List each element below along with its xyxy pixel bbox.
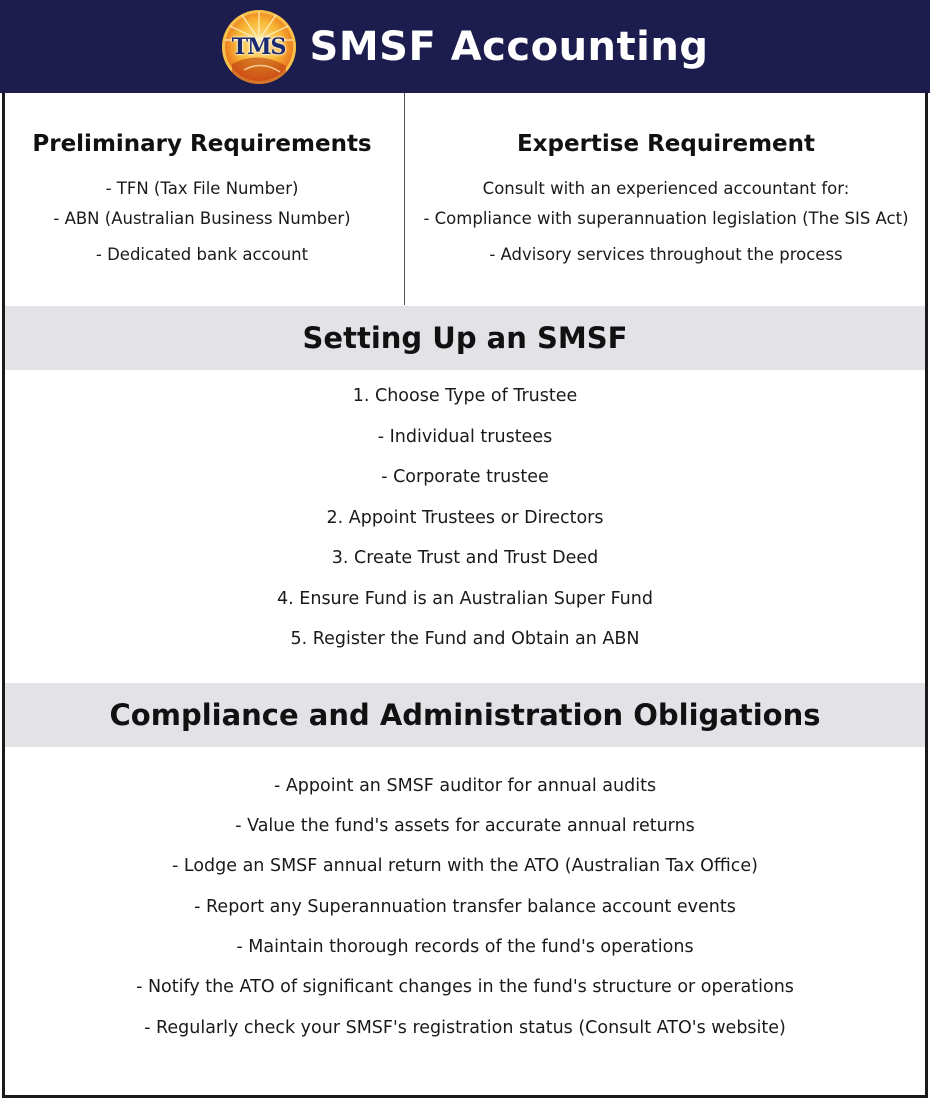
header-bar: [0, 0, 930, 93]
setup-step: 1. Choose Type of Trustee: [352, 386, 578, 406]
setup-substep: - Corporate trustee: [381, 467, 549, 487]
preliminary-item: - TFN (Tax File Number): [105, 179, 299, 198]
preliminary-item: - ABN (Australian Business Number): [53, 209, 351, 228]
compliance-item: - Notify the ATO of significant changes in the fund's structure or operations: [136, 977, 794, 997]
compliance-item: - Regularly check your SMSF's registration status (Consult ATO's website): [144, 1018, 786, 1038]
setup-step: 2. Appoint Trustees or Directors: [326, 508, 604, 528]
compliance-heading: Compliance and Administration Obligations: [5, 683, 925, 747]
expertise-item: Consult with an experienced accountant for:: [482, 179, 850, 198]
preliminary-item: - Dedicated bank account: [95, 245, 309, 264]
preliminary-heading: Preliminary Requirements: [32, 131, 372, 157]
page-title: SMSF Accounting: [309, 23, 709, 70]
setup-heading: Setting Up an SMSF: [5, 306, 925, 370]
logo-text: TMS: [231, 33, 286, 60]
setup-step: 4. Ensure Fund is an Australian Super Fund: [277, 589, 653, 609]
compliance-item: - Maintain thorough records of the fund's operations: [236, 937, 694, 957]
compliance-item: - Lodge an SMSF annual return with the ATO (Australian Tax Office): [172, 856, 758, 876]
setup-step: 5. Register the Fund and Obtain an ABN: [290, 629, 640, 649]
compliance-item: - Report any Superannuation transfer balance account events: [194, 897, 736, 917]
column-divider: [404, 93, 405, 305]
tms-logo: [222, 10, 296, 84]
setup-substep: - Individual trustees: [377, 427, 553, 447]
expertise-item: - Compliance with superannuation legislation (The SIS Act): [423, 209, 909, 228]
expertise-item: - Advisory services throughout the process: [489, 245, 843, 264]
requirements-section: [0, 93, 930, 305]
compliance-item: - Appoint an SMSF auditor for annual audits: [273, 776, 657, 796]
compliance-item: - Value the fund's assets for accurate annual returns: [235, 816, 695, 836]
setup-step: 3. Create Trust and Trust Deed: [331, 548, 599, 568]
expertise-heading: Expertise Requirement: [516, 131, 816, 157]
